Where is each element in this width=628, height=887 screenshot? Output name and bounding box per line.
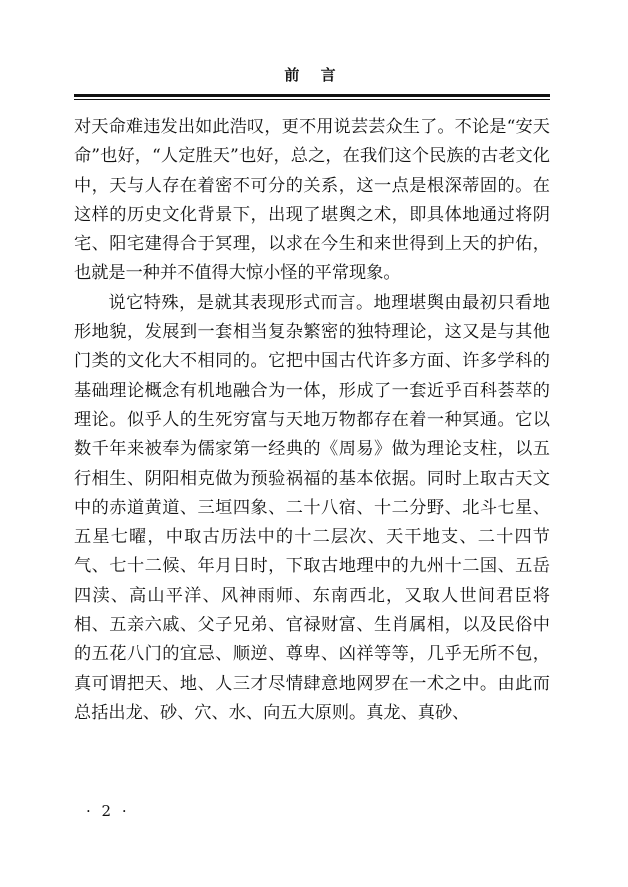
body-text bbox=[74, 113, 550, 728]
page-number: · 2 · bbox=[86, 802, 130, 820]
header-rule-thin bbox=[74, 99, 550, 100]
paragraph-1: 对天命难违发出如此浩叹，更不用说芸芸众生了。不论是“安天命”也好，“人定胜天”也好，总之，在我们这个民族的古老文化中，天与人存在着密不可分的关系，这一点是根深蒂固的。在这样的历史文化背景下，出现了堪舆之术，即具体地通过将阴宅、阳宅建得合于冥理，以求在今生和来世得到上天的护佑，也就是一种并不值得大惊小怪的平常现象。 bbox=[74, 117, 550, 284]
header-rule-thick bbox=[74, 94, 550, 97]
paragraph-2: 说它特殊，是就其表现形式而言。地理堪舆由最初只看地形地貌，发展到一套相当复杂繁密的独特理论，这又是与其他门类的文化大不相同的。它把中国古代许多方面、许多学科的基础理论概念有机地融合为一体，形成了一套近乎百科荟萃的理论。似乎人的生死穷富与天地万物都存在着一种冥通。它以数千年来被奉为儒家第一经典的《周易》做为理论支柱，以五行相生、阴阳相克做为预验祸福的基本依据。同时上取古天文中的赤道黄道、三垣四象、二十八宿、十二分野、北斗七星、五星七曜，中取古历法中的十二层次、天干地支、二十四节气、七十二候、年月日时，下取古地理中的九州十二国、五岳四渎、高山平洋、风神雨师、东南西北，又取人世间君臣将相、五亲六戚、父子兄弟、官禄财富、生肖属相，以及民俗中的五花八门的宜忌、顺逆、尊卑、凶祥等等，几乎无所不包，真可谓把天、地、人三才尽情肆意地网罗在一术之中。由此而总括出龙、砂、穴、水、向五大原则。真龙、真砂、 bbox=[74, 292, 550, 723]
running-head-title: 前 言 bbox=[284, 66, 344, 84]
